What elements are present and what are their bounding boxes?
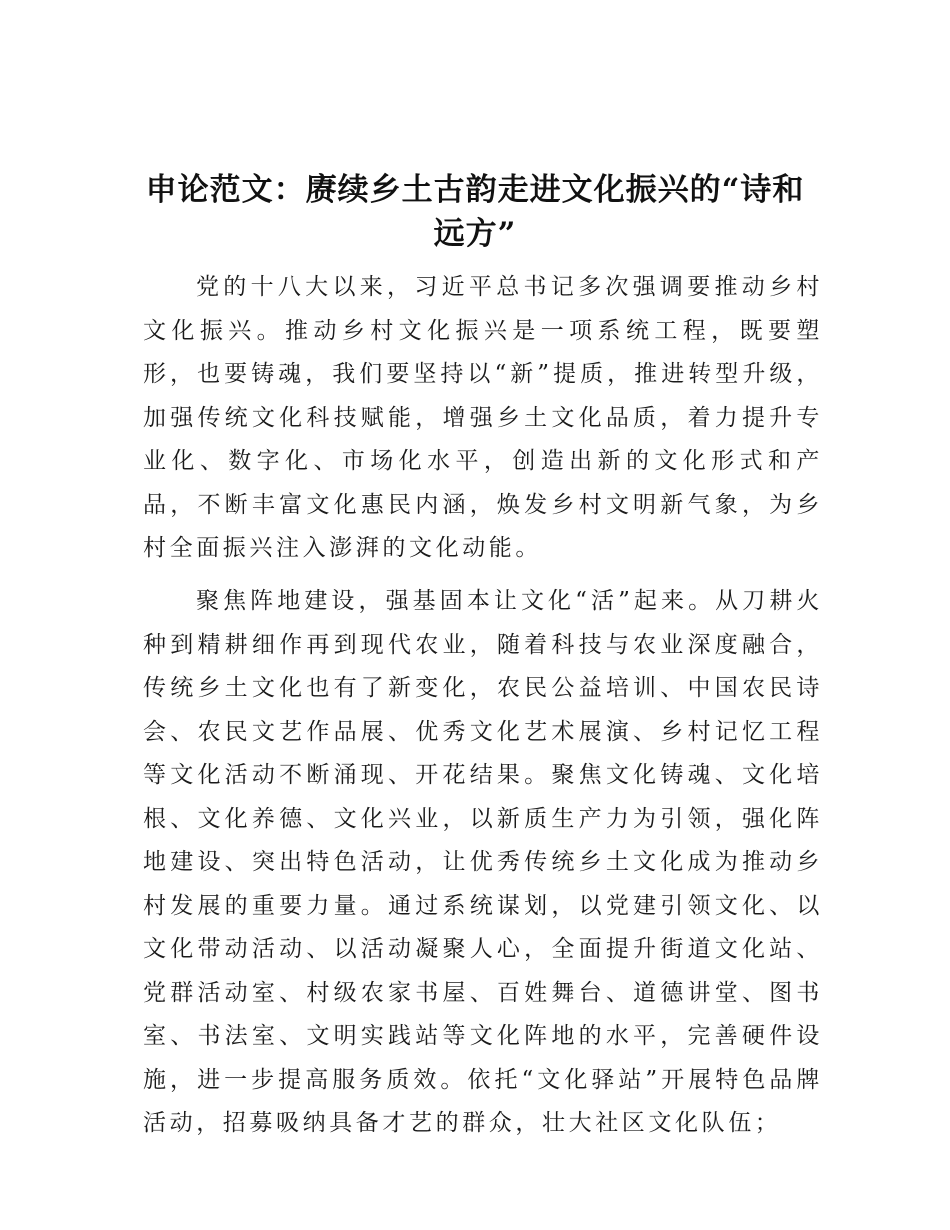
paragraph-intro: 党的十八大以来，习近平总书记多次强调要推动乡村文化振兴。推动乡村文化振兴是一项系统工程，既要塑形，也要铸魂，我们要坚持以“新”提质，推进转型升级，加强传统文化科技赋能，增强乡土文化品质，着力提升专业化、数字化、市场化水平，创造出新的文化形式和产品，不断丰富文化惠民内涵，焕发乡村文明新气象，为乡村全面振兴注入澎湃的文化动能。 <box>143 274 823 561</box>
paragraph-culture-base: 聚焦阵地建设，强基固本让文化“活”起来。从刀耕火种到精耕细作再到现代农业，随着科技与农业深度融合，传统乡土文化也有了新变化，农民公益培训、中国农民诗会、农民文艺作品展、优秀文化艺术展演、乡村记忆工程等文化活动不断涌现、开花结果。聚焦文化铸魂、文化培根、文化养德、文化兴业，以新质生产力为引领，强化阵地建设、突出特色活动，让优秀传统乡土文化成为推动乡村发展的重要力量。通过系统谋划，以党建引领文化、以文化带动活动、以活动凝聚人心，全面提升街道文化站、党群活动室、村级农家书屋、百姓舞台、道德讲堂、图书室、书法室、文明实践站等文化阵地的水平，完善硬件设施，进一步提高服务质效。依托“文化驿站”开展特色品牌活动，招募吸纳具备才艺的群众，壮大社区文化队伍； <box>143 588 823 1136</box>
page-title: 申论范文：赓续乡土古韵走进文化振兴的“诗和远方” <box>145 172 805 252</box>
